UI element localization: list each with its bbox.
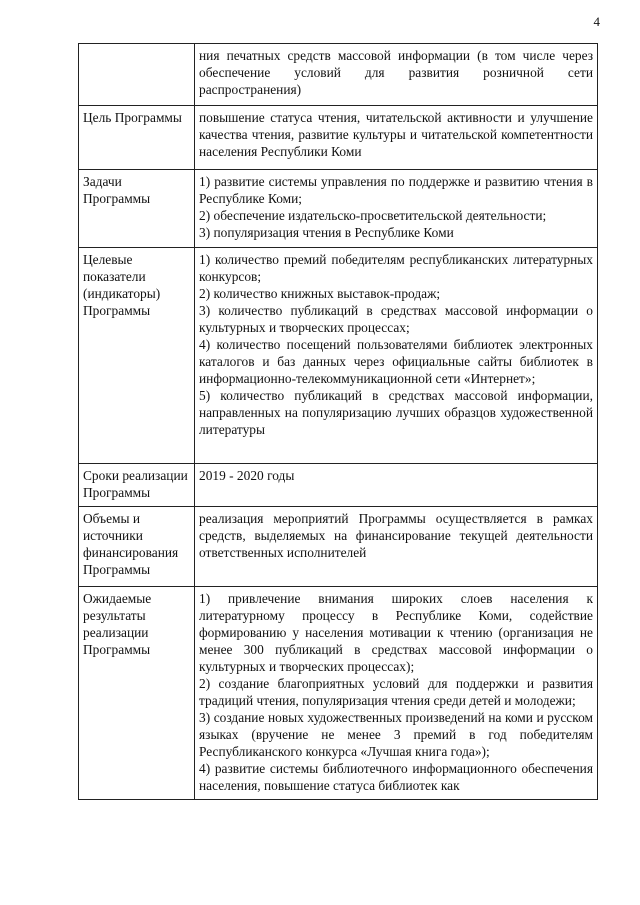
content-line: 4) количество посещений пользователями библиотек электронных каталогов и баз данных через официальные сайты библиотек в информационно-телекоммуникационной сети «Интернет»; xyxy=(199,337,593,386)
row-content xyxy=(195,507,598,587)
row-label xyxy=(79,44,195,106)
content-line: 3) количество публикаций в средствах массовой информации о культурных и творческих процессах; xyxy=(199,303,593,335)
content-line: 3) популяризация чтения в Республике Коми xyxy=(199,225,454,240)
row-label: Ожидаемые результаты реализации Программы xyxy=(79,587,195,800)
content-line: 1) количество премий победителям республиканских литературных конкурсов; xyxy=(199,252,593,284)
row-content xyxy=(195,106,598,170)
content-line: 2019 - 2020 годы xyxy=(199,468,295,483)
row-content xyxy=(195,248,598,464)
row-label: Цель Программы xyxy=(79,106,195,170)
row-content xyxy=(195,464,598,507)
page-number: 4 xyxy=(593,14,600,29)
content-line: 2) создание благоприятных условий для поддержки и развития традиций чтения, популяризация чтения среди детей и молодежи; xyxy=(199,676,593,708)
content-line: 2) обеспечение издательско-просветительской деятельности; xyxy=(199,208,547,223)
row-label: Целевые показатели (индикаторы) Программы xyxy=(79,248,195,464)
table-row xyxy=(79,106,598,170)
content-line: 4) развитие системы библиотечного информационного обеспечения населения, повышение статуса библиотек как xyxy=(199,761,593,793)
row-label: Сроки реализации Программы xyxy=(79,464,195,507)
row-content xyxy=(195,44,598,106)
content-line: 2) количество книжных выставок-продаж; xyxy=(199,286,441,301)
row-label: Объемы и источники финансирования Программы xyxy=(79,507,195,587)
program-passport-table xyxy=(78,43,598,800)
content-line: 1) развитие системы управления по поддержке и развитию чтения в Республике Коми; xyxy=(199,174,593,206)
row-content xyxy=(195,587,598,800)
content-line: ния печатных средств массовой информации (в том числе через обеспечение условий для развития розничной сети распространения) xyxy=(199,48,593,97)
content-line: реализация мероприятий Программы осуществляется в рамках средств, выделяемых на финансирование текущей деятельности ответственных исполнителей xyxy=(199,511,593,560)
table-row xyxy=(79,464,598,507)
content-line: повышение статуса чтения, читательской активности и улучшение качества чтения, развитие культуры и читательской компетентности населения Республики Коми xyxy=(199,110,593,159)
content-line: 1) привлечение внимания широких слоев населения к литературному процессу в Республике Коми, содействие формированию у населения мотивации к чтению (организация не менее 300 публикаций в средствах массовой информации о культурных и творческих процессах); xyxy=(199,591,593,674)
table-row xyxy=(79,587,598,800)
content-line: 3) создание новых художественных произведений на коми и русском языках (вручение не менее 3 премий в год победителям Республиканского конкурса «Лучшая книга года»); xyxy=(199,710,593,759)
table-row xyxy=(79,170,598,248)
table-row xyxy=(79,248,598,464)
content-line: 5) количество публикаций в средствах массовой информации, направленных на популяризацию лучших образцов художественной литературы xyxy=(199,388,593,437)
row-label: Задачи Программы xyxy=(79,170,195,248)
row-content xyxy=(195,170,598,248)
table-row xyxy=(79,44,598,106)
table-row xyxy=(79,507,598,587)
